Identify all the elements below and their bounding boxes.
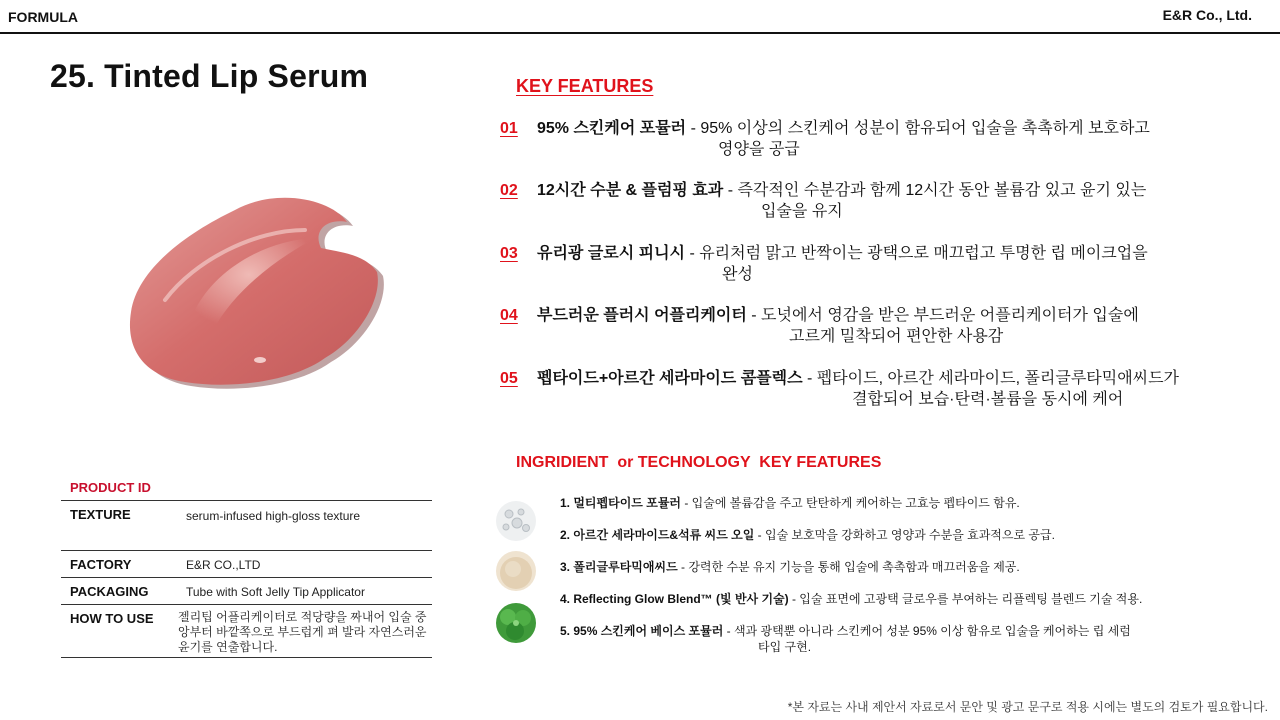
packaging-label: PACKAGING — [70, 584, 149, 599]
feature-description-continued: 입술을 유지 — [761, 203, 843, 220]
feature-description-continued: 완성 — [722, 266, 753, 283]
how-to-use-value: 젤리팁 어플리케이터로 적당량을 짜내어 입술 중앙부터 바깥쪽으로 부드럽게 펴 발라 자연스러운 윤기를 연출합니다. — [178, 610, 427, 654]
feature-description-continued: 고르게 밀착되어 편안한 사용감 — [789, 328, 1004, 345]
ingredient-description: - 입술 표면에 고광택 글로우를 부여하는 리플렉팅 블렌드 기술 적용. — [788, 592, 1143, 606]
ingredient-item — [560, 559, 1260, 575]
feature-description: - 도넛에서 영감을 받은 부드러운 어플리케이터가 입술에 — [751, 307, 1139, 324]
feature-description-continued: 영양을 공급 — [718, 141, 800, 158]
ingredient-description-continued: 타입 구현. — [758, 640, 812, 654]
feature-description: - 유리처럼 맑고 반짝이는 광택으로 매끄럽고 투명한 립 메이크업을 — [689, 245, 1148, 262]
company-name: E&R Co., Ltd. — [1162, 7, 1252, 23]
ingredient-description: - 입술에 볼륨감을 주고 탄탄하게 케어하는 고효능 펩타이드 함유. — [681, 496, 1020, 510]
ingredient-label: 3. 폴리글루타믹애씨드 — [560, 560, 678, 574]
ingredient-label: 1. 멀티펩타이드 포뮬러 — [560, 496, 682, 510]
ingredient-section-title: INGRIDIENT or TECHNOLOGY KEY FEATURES — [516, 454, 882, 471]
ingredient-item — [560, 591, 1260, 607]
table-divider — [61, 577, 432, 578]
feature-name: 펩타이드+아르간 세라마이드 콤플렉스 — [537, 370, 803, 387]
ingredient-description: - 강력한 수분 유지 기능을 통해 입술에 촉촉함과 매끄러움을 제공. — [677, 560, 1020, 574]
green-leaf-icon — [495, 602, 537, 644]
feature-name: 12시간 수분 & 플럼핑 효과 — [537, 182, 724, 199]
powder-icon — [495, 550, 537, 592]
table-divider — [61, 657, 432, 658]
feature-description: - 즉각적인 수분감과 함께 12시간 동안 볼륨감 있고 윤기 있는 — [727, 182, 1147, 199]
feature-name: 부드러운 플러시 어플리케이터 — [537, 307, 747, 324]
feature-name: 유리광 글로시 피니시 — [537, 245, 685, 262]
table-divider — [61, 604, 432, 605]
key-features-title: KEY FEATURES — [516, 76, 654, 96]
product-id-label: PRODUCT ID — [70, 480, 151, 495]
feature-name: 95% 스킨케어 포뮬러 — [537, 120, 687, 137]
table-divider — [61, 550, 432, 551]
disclaimer-footnote: *본 자료는 사내 제안서 자료로서 문안 및 광고 문구로 적용 시에는 별도의 검토가 필요합니다. — [787, 700, 1268, 714]
feature-description: - 펩타이드, 아르간 세라마이드, 폴리글루타믹애씨드가 — [806, 370, 1180, 387]
ingredient-item — [560, 527, 1260, 543]
header-divider — [0, 32, 1280, 34]
ingredient-label: 5. 95% 스킨케어 베이스 포뮬러 — [560, 624, 724, 638]
feature-description: - 95% 이상의 스킨케어 성분이 함유되어 입술을 촉촉하게 보호하고 — [690, 120, 1150, 137]
factory-label: FACTORY — [70, 557, 132, 572]
page-title: 25. Tinted Lip Serum — [50, 58, 369, 94]
factory-value: E&R CO.,LTD — [186, 558, 261, 572]
table-divider — [61, 500, 432, 501]
texture-value: serum-infused high-gloss texture — [186, 509, 361, 523]
peptide-droplets-icon — [495, 500, 537, 542]
ingredient-description: - 색과 광택뿐 아니라 스킨케어 성분 95% 이상 함유로 입술을 케어하는 립 세럼 — [723, 624, 1131, 638]
texture-label: TEXTURE — [70, 507, 131, 522]
feature-number: 02 — [500, 182, 518, 199]
packaging-value: Tube with Soft Jelly Tip Applicator — [186, 585, 365, 599]
header-left-label: FORMULA — [8, 9, 78, 25]
ingredient-item — [560, 495, 1260, 511]
ingredient-label: 4. Reflecting Glow Blend™ (빛 반사 기술) — [560, 592, 789, 606]
how-to-use-label: HOW TO USE — [70, 611, 154, 626]
feature-number: 05 — [500, 370, 518, 387]
feature-number: 03 — [500, 245, 518, 262]
lip-serum-swatch-image — [125, 190, 390, 400]
ingredient-description: - 입술 보호막을 강화하고 영양과 수분을 효과적으로 공급. — [754, 528, 1055, 542]
feature-number: 04 — [500, 307, 518, 324]
feature-description-continued: 결합되어 보습·탄력·볼륨을 동시에 케어 — [852, 391, 1124, 408]
ingredient-label: 2. 아르간 세라마이드&석류 씨드 오일 — [560, 528, 755, 542]
ingredient-item — [560, 623, 1260, 654]
feature-number: 01 — [500, 120, 518, 137]
